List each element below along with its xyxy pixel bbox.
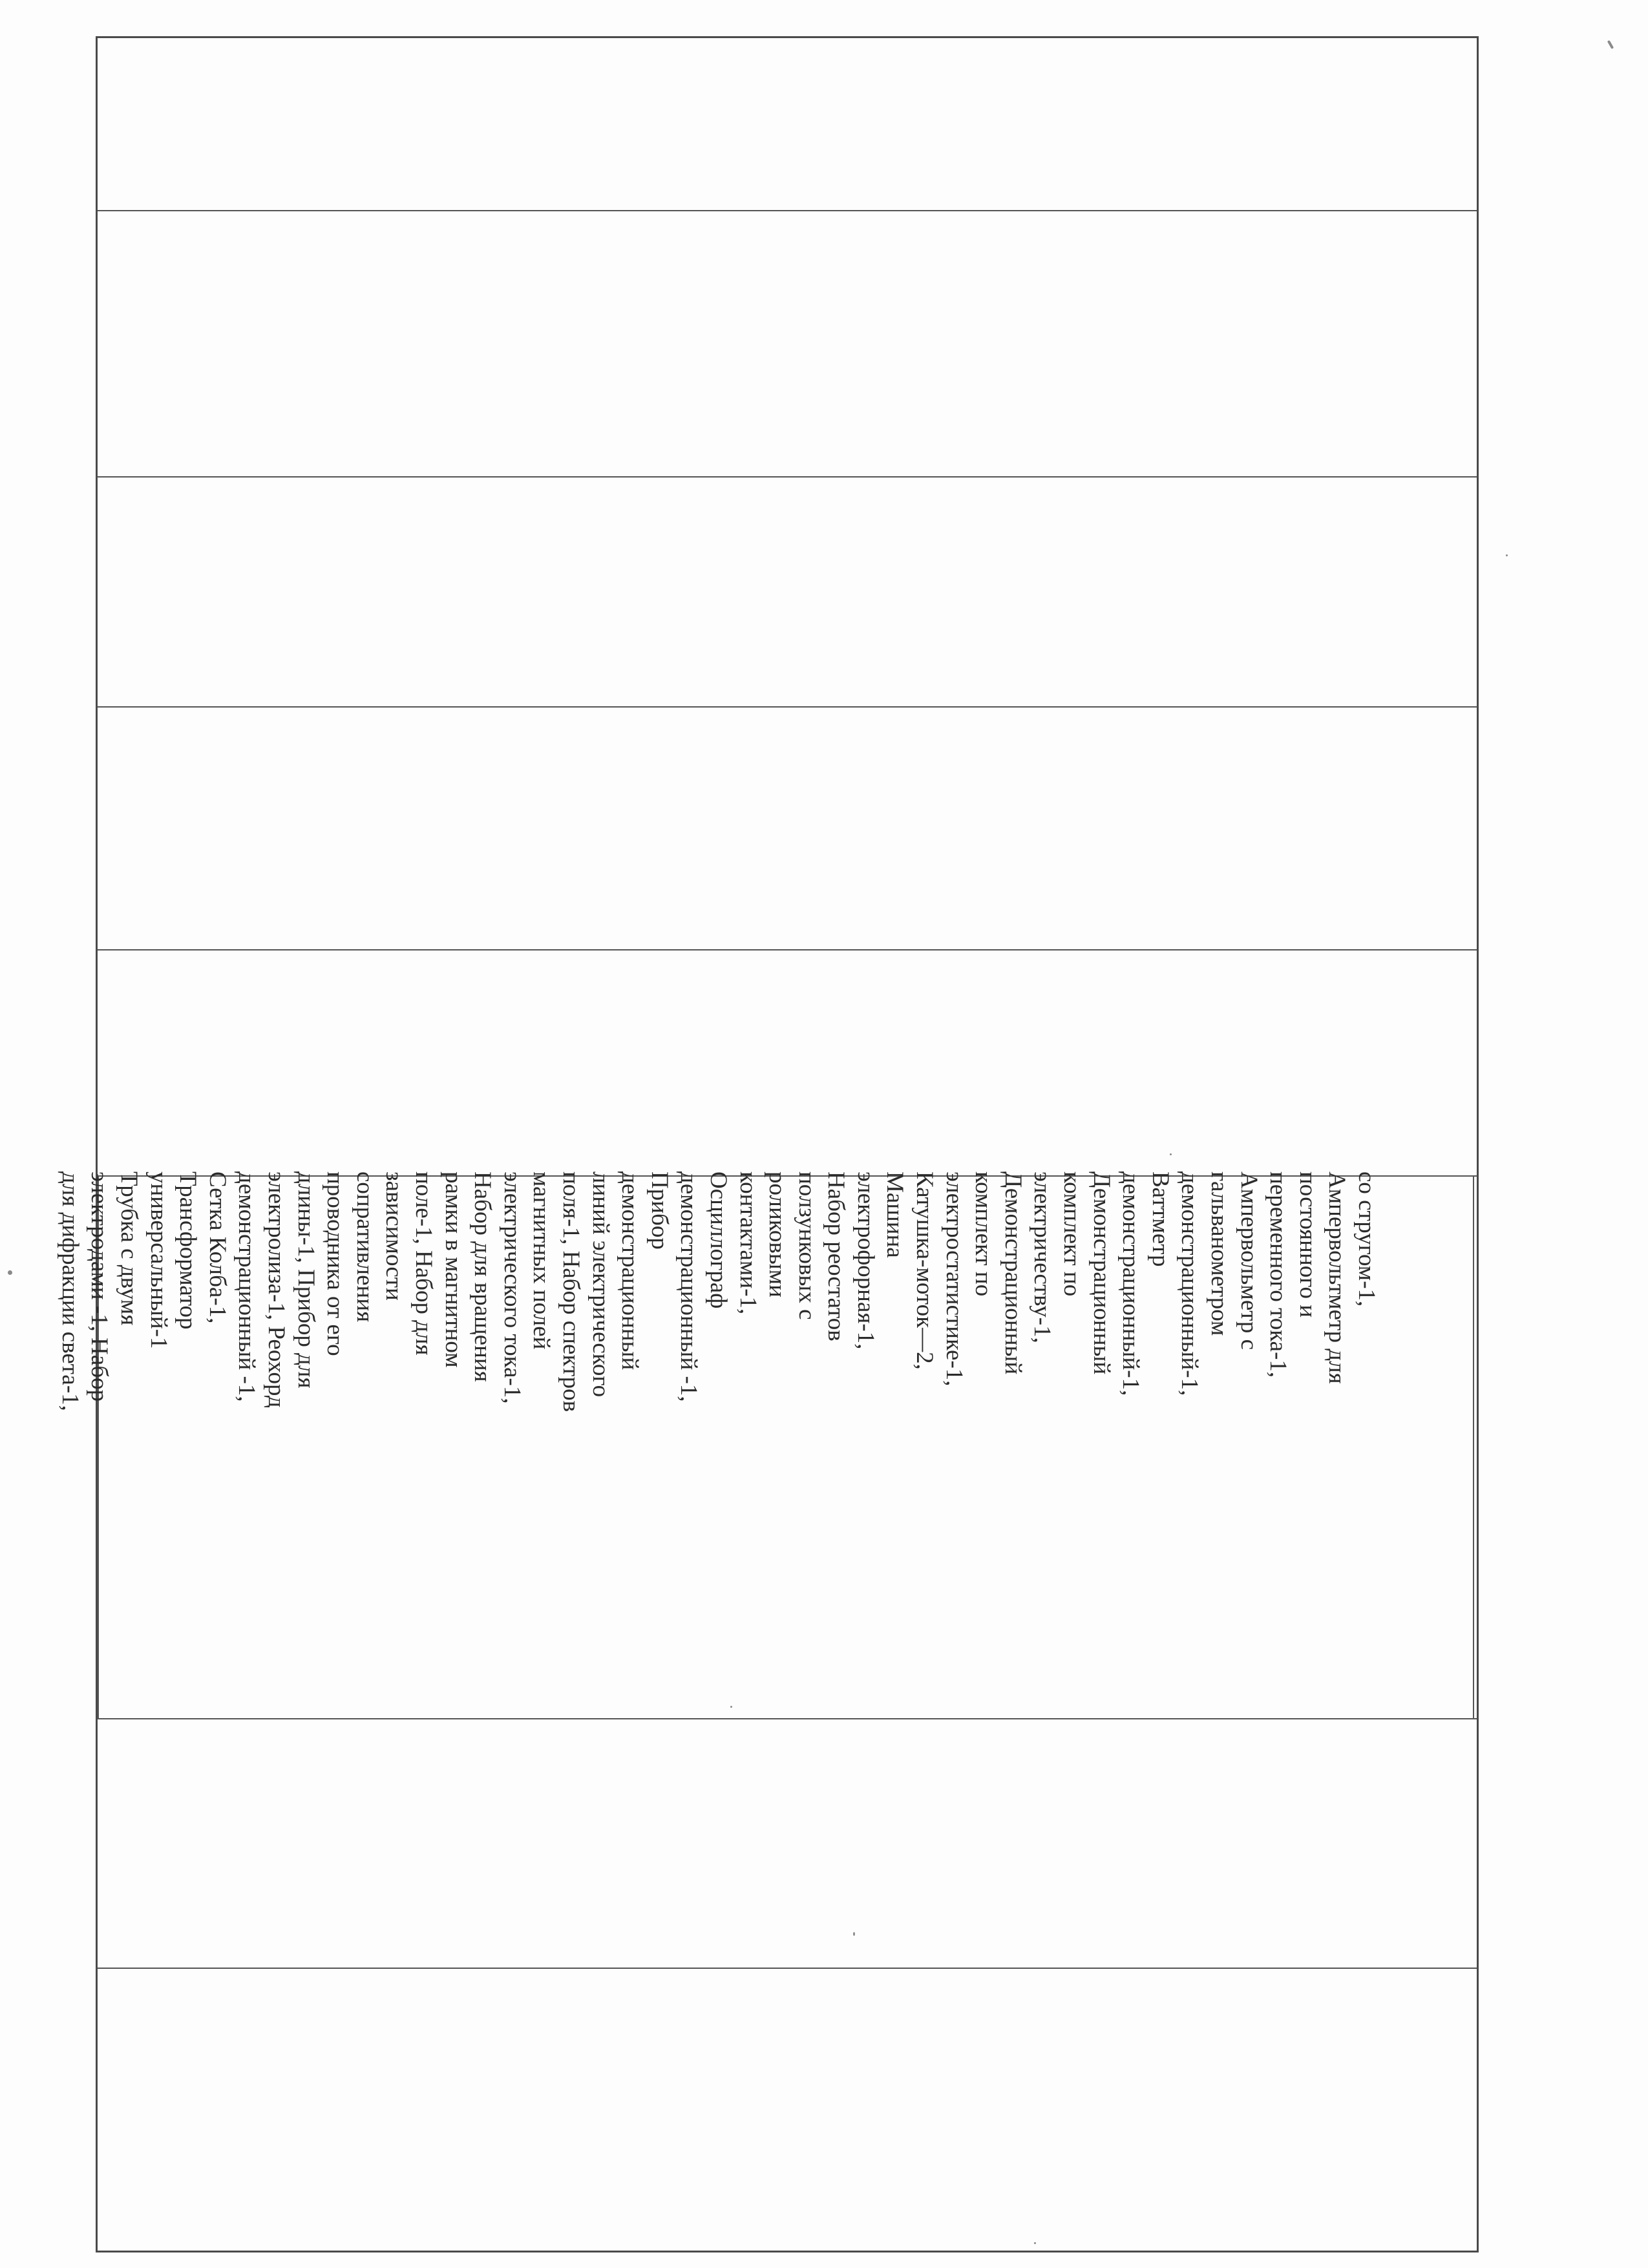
equipment-line: роликовыми	[764, 1171, 791, 1297]
equipment-line: со стругом-1,	[1353, 1171, 1380, 1307]
equipment-line: Ампервольметр с	[1235, 1171, 1262, 1350]
equipment-line: электролиза-1, Реохорд	[263, 1171, 290, 1408]
equipment-line: гальванометром	[1206, 1171, 1233, 1336]
equipment-line: Демонстрационный	[1088, 1171, 1115, 1375]
scan-speck	[730, 1706, 732, 1708]
row-divider-3	[98, 706, 1477, 708]
scan-speck	[1034, 2242, 1036, 2244]
equipment-line: электрического тока-1,	[498, 1171, 525, 1404]
equipment-list-cell	[55, 1171, 1381, 1719]
equipment-line: Набор реостатов	[823, 1171, 850, 1341]
equipment-line: линий электрического	[587, 1171, 614, 1398]
equipment-line: Катушка-моток—2,	[911, 1171, 938, 1370]
equipment-line: Ваттметр	[1146, 1171, 1174, 1267]
equipment-line: сопративления	[351, 1171, 378, 1323]
equipment-line: магнитных полей	[528, 1171, 555, 1350]
equipment-line: зависимости	[381, 1171, 408, 1301]
equipment-line: проводника от его	[322, 1171, 349, 1356]
row-divider-2	[98, 476, 1477, 478]
equipment-line: Машина	[882, 1171, 909, 1258]
equipment-line: демонстрационный-1,	[1176, 1171, 1203, 1396]
equipment-line: поле-1, Набор для	[410, 1171, 437, 1356]
equipment-line: демонстрационный	[617, 1171, 644, 1370]
equipment-line: комплект по	[1059, 1171, 1086, 1297]
equipment-line: рамки в магнитном	[439, 1171, 467, 1368]
equipment-line: электрофорная-1,	[852, 1171, 879, 1350]
equipment-line: Набор для вращения	[469, 1171, 496, 1382]
equipment-line: длины-1, Прибор для	[292, 1171, 319, 1389]
equipment-line: Осциллограф	[704, 1171, 732, 1309]
equipment-line: демонстрационный -1,	[233, 1171, 260, 1402]
row-divider-7	[98, 1968, 1477, 1969]
cell-divider-right	[1473, 1175, 1474, 1718]
equipment-line: демонстрационный -1,	[675, 1171, 703, 1402]
equipment-line: комплект по	[970, 1171, 997, 1297]
equipment-line: Ампервольтметр для	[1324, 1171, 1351, 1384]
equipment-line: Прибор	[646, 1171, 673, 1250]
equipment-line: электродами -1, Набор	[86, 1171, 113, 1402]
equipment-line: контактами-1,	[734, 1171, 761, 1315]
equipment-line: универсальный-1	[145, 1171, 172, 1349]
equipment-line: демонстрационный-1,	[1117, 1171, 1145, 1396]
equipment-line: для дифракции света-1,	[56, 1171, 83, 1411]
equipment-line: Демонстрационный	[999, 1171, 1026, 1375]
equipment-line: электричеству-1,	[1029, 1171, 1056, 1343]
equipment-line: Трубка с двумя	[116, 1171, 143, 1326]
row-divider-1	[98, 210, 1477, 211]
equipment-line: переменного тока-1,	[1265, 1171, 1292, 1378]
scan-speck	[1506, 554, 1508, 556]
equipment-line: постоянного и	[1294, 1171, 1321, 1318]
scan-speck	[1170, 1153, 1172, 1155]
equipment-line: поля-1, Набор спектров	[557, 1171, 584, 1412]
scan-speck	[8, 1270, 12, 1275]
scan-speck	[1607, 40, 1614, 49]
equipment-line: Трансформатор	[174, 1171, 202, 1330]
equipment-line: Сетка Колба-1,	[204, 1171, 231, 1324]
equipment-line: электростатистике-1,	[940, 1171, 967, 1387]
equipment-table	[96, 36, 1479, 2252]
scan-speck	[853, 1932, 855, 1936]
row-divider-4	[98, 949, 1477, 950]
equipment-line: ползунковых с	[793, 1171, 820, 1320]
